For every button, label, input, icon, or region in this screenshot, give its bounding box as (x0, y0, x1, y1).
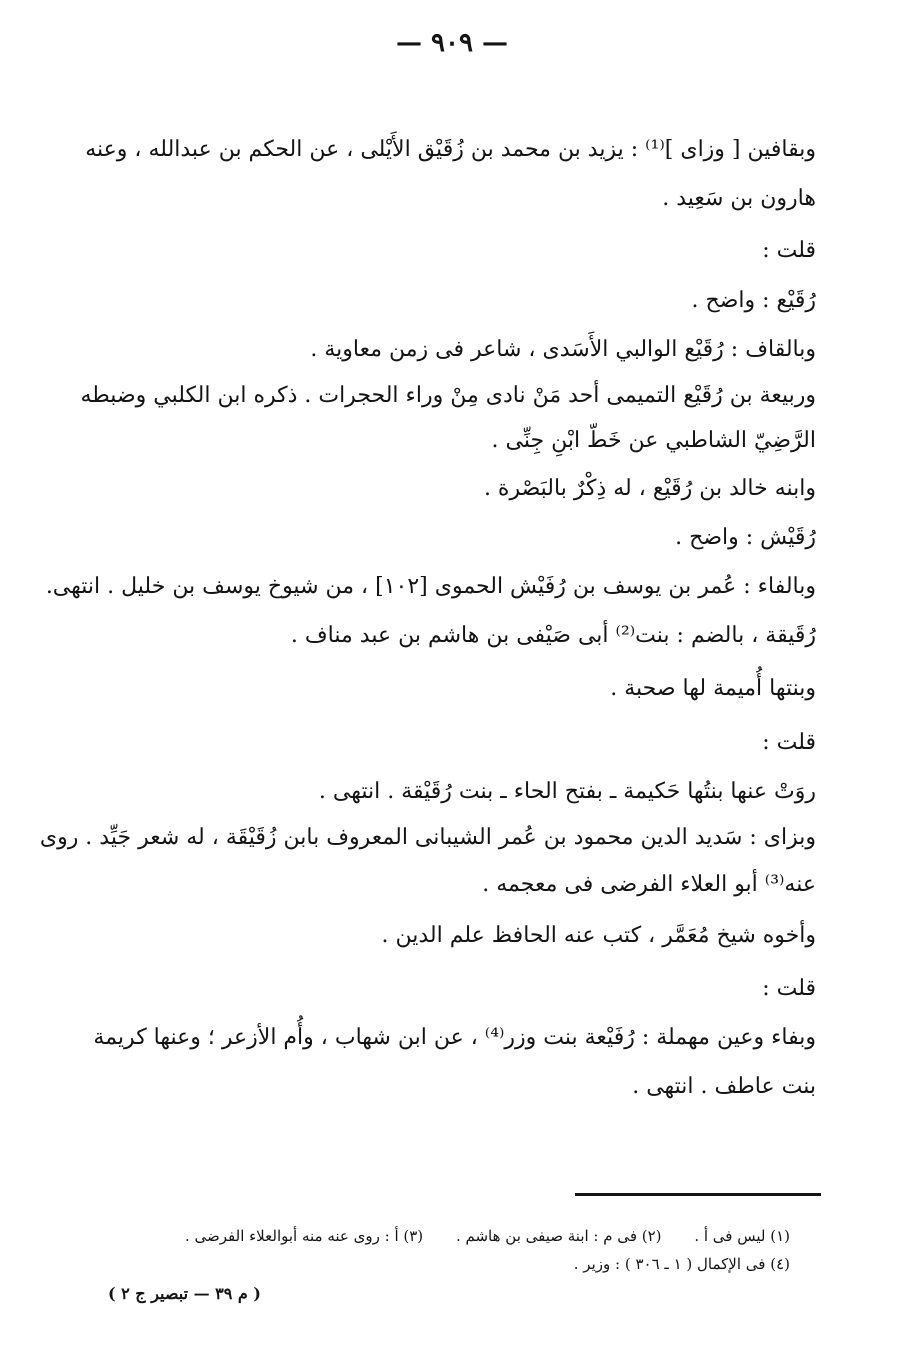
text-line-10: وبالفاء : عُمر بن يوسف بن رُفَيْش الحموى [١٠٢] ، من شيوخ يوسف بن خليل . انتهى. (45, 574, 816, 599)
text-line-9: رُقَيْش : واضح . (675, 525, 816, 550)
text-line-7: الرَّضِيّ الشاطبي عن خَطّ ابْنِ جِنِّى . (491, 428, 816, 453)
text-line-16: عنه⁽³⁾ أبو العلاء الفرضى فى معجمه . (482, 872, 816, 897)
signature-mark: ( م ٣٩ — تبصير ج ٢ ) (108, 1284, 261, 1303)
text-line-11: رُقَيقة ، بالضم : بنت⁽²⁾ أبى صَيْفى بن هاشم بن عبد مناف . (290, 623, 816, 648)
footnote-row-1 (100, 1222, 790, 1250)
footnote-3: (٣) أ : روى عنه منه أبوالعلاء الفرضى . (184, 1227, 424, 1245)
footnote-4: (٤) فى الإكمال ( ١ ـ ٣٠٦ ) : وزير . (573, 1255, 790, 1273)
text-line-3: قلت : (762, 238, 816, 263)
text-line-4: رُقَيْع : واضح . (691, 288, 816, 313)
text-line-8: وابنه خالد بن رُقَيْع ، له ذِكْرٌ بالبَصْرة . (483, 476, 816, 501)
body-text (39, 128, 816, 1114)
footnote-2: (٢) فى م : ابنة صيفى بن هاشم . (455, 1227, 662, 1245)
text-line-20: بنت عاطف . انتهى . (632, 1074, 816, 1099)
text-line-12: وبنتها أُميمة لها صحبة . (610, 676, 816, 701)
text-line-6: وربيعة بن رُقَيْع التميمى أحد مَنْ نادى مِنْ وراء الحجرات . ذكره ابن الكلبي وضبطه (80, 383, 816, 408)
page-number: — ٩٠٩ — (395, 28, 509, 58)
text-line-5: وبالقاف : رُقَيْع الوالبي الأَسَدى ، شاعر فى زمن معاوية . (310, 337, 816, 362)
text-line-19: وبفاء وعين مهملة : رُفَيْعة بنت وزر⁽⁴⁾ ، عن ابن شهاب ، وأُم الأزعر ؛ وعنها كريمة (93, 1025, 816, 1050)
footnote-separator (575, 1193, 821, 1196)
text-line-13: قلت : (762, 730, 816, 755)
text-line-18: قلت : (762, 976, 816, 1001)
footnote-row-2 (100, 1250, 790, 1278)
text-line-2: هارون بن سَعِيد . (662, 186, 816, 211)
footnotes (100, 1222, 790, 1278)
footnote-1: (١) ليس فى أ . (694, 1227, 790, 1245)
text-line-14: روَتْ عنها بنتُها حَكيمة ـ بفتح الحاء ـ بنت رُقَيْقة . انتهى . (318, 779, 816, 804)
text-line-15: وبزاى : سَديد الدين محمود بن عُمر الشيبانى المعروف بابن زُقَيْقَة ، له شعر جَيِّد . روى (39, 825, 816, 850)
text-line-17: وأخوه شيخ مُعَمَّر ، كتب عنه الحافظ علم الدين . (381, 923, 816, 948)
text-line-1: وبقافين [ وزاى ]⁽¹⁾ : يزيد بن محمد بن زُقَيْق الأَيْلى ، عن الحكم بن عبدالله ، وعنه (85, 137, 816, 162)
